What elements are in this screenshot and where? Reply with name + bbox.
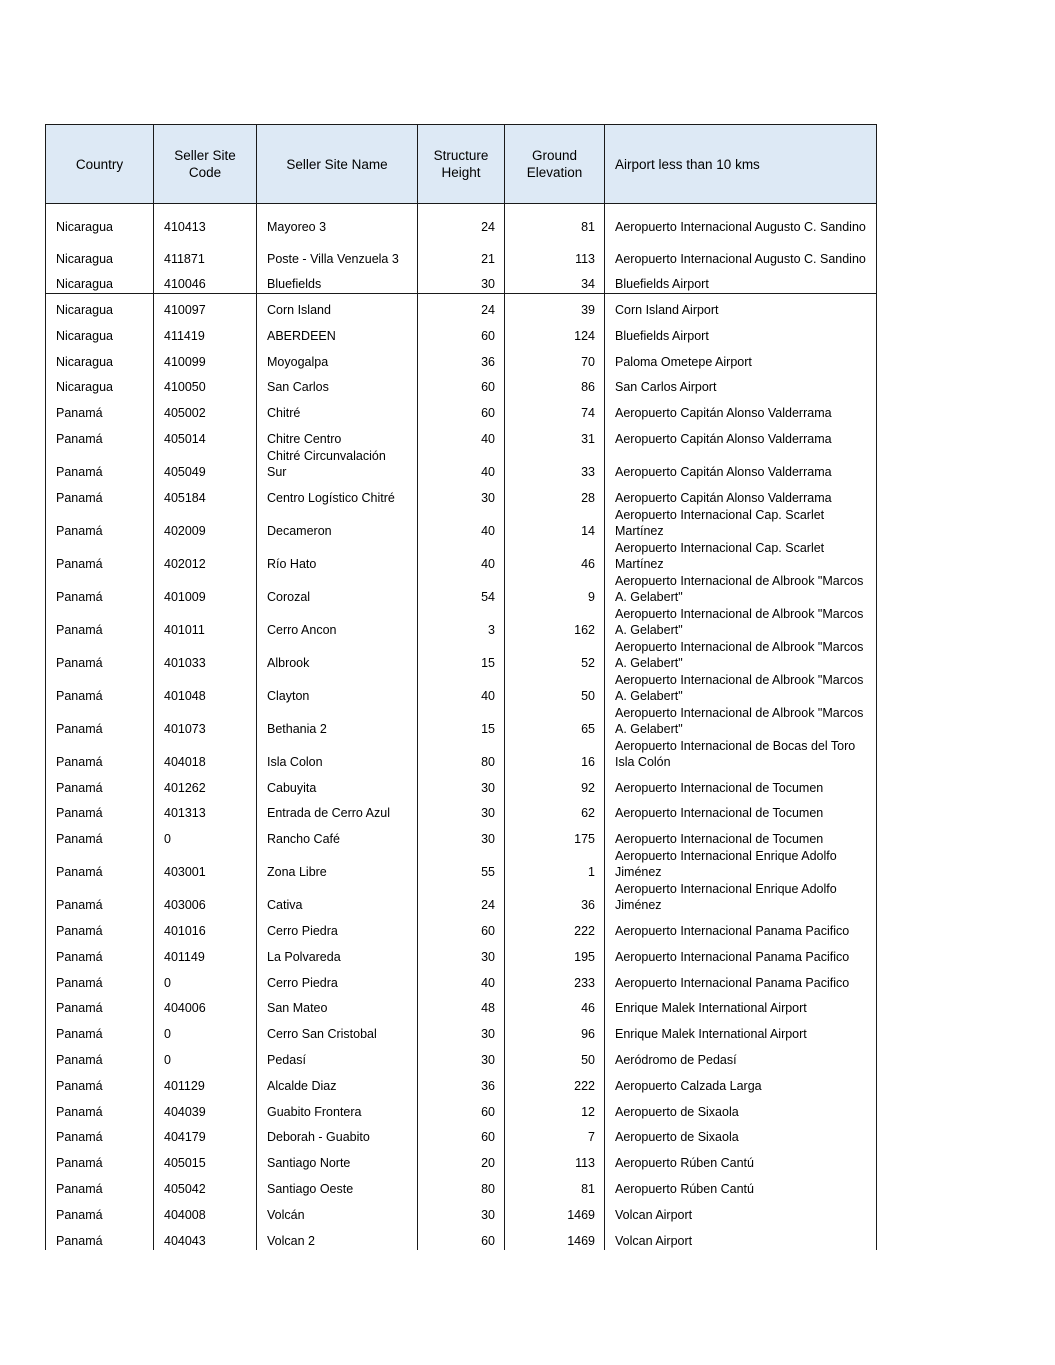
cell-seller-site-code: 0 xyxy=(154,1043,257,1069)
cell-country: Panamá xyxy=(46,771,154,797)
cell-airport: Aeropuerto Calzada Larga xyxy=(605,1069,877,1095)
table-row xyxy=(46,848,877,881)
cell-country: Panamá xyxy=(46,1017,154,1043)
cell-airport: Enrique Malek International Airport xyxy=(605,1017,877,1043)
cell-seller-site-code: 403001 xyxy=(154,848,257,881)
cell-seller-site-code: 404039 xyxy=(154,1095,257,1121)
cell-structure-height: 60 xyxy=(418,1121,505,1147)
cell-seller-site-code: 401073 xyxy=(154,705,257,738)
cell-structure-height: 30 xyxy=(418,268,505,294)
cell-seller-site-name: San Mateo xyxy=(257,992,418,1018)
cell-seller-site-name: Albrook xyxy=(257,639,418,672)
cell-seller-site-name: Pedasí xyxy=(257,1043,418,1069)
cell-structure-height: 40 xyxy=(418,966,505,992)
cell-structure-height: 60 xyxy=(418,914,505,940)
cell-structure-height: 3 xyxy=(418,606,505,639)
cell-country: Panamá xyxy=(46,705,154,738)
cell-seller-site-code: 401149 xyxy=(154,940,257,966)
cell-ground-elevation: 86 xyxy=(505,371,605,397)
header-ground-elevation: Ground Elevation xyxy=(505,125,605,204)
cell-ground-elevation: 50 xyxy=(505,1043,605,1069)
cell-country: Panamá xyxy=(46,1146,154,1172)
cell-airport: Aeropuerto Internacional de Tocumen xyxy=(605,797,877,823)
cell-structure-height: 40 xyxy=(418,507,505,540)
header-seller-site-name: Seller Site Name xyxy=(257,125,418,204)
cell-seller-site-name: Isla Colon xyxy=(257,738,418,771)
cell-structure-height: 60 xyxy=(418,1224,505,1250)
cell-airport: Aeródromo de Pedasí xyxy=(605,1043,877,1069)
cell-structure-height: 24 xyxy=(418,881,505,914)
table-row xyxy=(46,345,877,371)
cell-country: Panamá xyxy=(46,1198,154,1224)
header-country: Country xyxy=(46,125,154,204)
table-row xyxy=(46,573,877,606)
cell-seller-site-code: 0 xyxy=(154,1017,257,1043)
cell-seller-site-code: 401033 xyxy=(154,639,257,672)
cell-seller-site-name: Cerro Piedra xyxy=(257,966,418,992)
cell-country: Panamá xyxy=(46,507,154,540)
cell-seller-site-code: 404006 xyxy=(154,992,257,1018)
cell-country: Panamá xyxy=(46,573,154,606)
cell-structure-height: 48 xyxy=(418,992,505,1018)
cell-country: Nicaragua xyxy=(46,293,154,319)
cell-ground-elevation: 50 xyxy=(505,672,605,705)
cell-country: Panamá xyxy=(46,1224,154,1250)
cell-country: Panamá xyxy=(46,881,154,914)
cell-seller-site-name: Cerro Ancon xyxy=(257,606,418,639)
table-row xyxy=(46,204,877,236)
cell-airport: Aeropuerto Internacional Augusto C. Sandino xyxy=(605,204,877,236)
cell-airport: Volcan Airport xyxy=(605,1198,877,1224)
cell-seller-site-code: 401129 xyxy=(154,1069,257,1095)
table-row xyxy=(46,371,877,397)
cell-structure-height: 60 xyxy=(418,371,505,397)
table-row xyxy=(46,422,877,448)
table-row xyxy=(46,606,877,639)
cell-seller-site-name: Mayoreo 3 xyxy=(257,204,418,236)
table-row xyxy=(46,940,877,966)
table-row xyxy=(46,481,877,507)
cell-structure-height: 80 xyxy=(418,1172,505,1198)
table-row xyxy=(46,822,877,848)
cell-country: Panamá xyxy=(46,448,154,481)
header-structure-height: Structure Height xyxy=(418,125,505,204)
table-row xyxy=(46,797,877,823)
cell-seller-site-name: Chitré Circunvalación Sur xyxy=(257,448,418,481)
cell-airport: Aeropuerto Internacional Enrique Adolfo Jiménez xyxy=(605,881,877,914)
cell-ground-elevation: 12 xyxy=(505,1095,605,1121)
cell-airport: Volcan Airport xyxy=(605,1224,877,1250)
cell-ground-elevation: 1469 xyxy=(505,1224,605,1250)
table-row xyxy=(46,738,877,771)
cell-seller-site-name: Centro Logístico Chitré xyxy=(257,481,418,507)
table-row xyxy=(46,705,877,738)
cell-ground-elevation: 113 xyxy=(505,1146,605,1172)
cell-ground-elevation: 74 xyxy=(505,396,605,422)
cell-seller-site-code: 0 xyxy=(154,822,257,848)
cell-ground-elevation: 113 xyxy=(505,236,605,268)
cell-ground-elevation: 222 xyxy=(505,914,605,940)
table-row xyxy=(46,1172,877,1198)
cell-country: Nicaragua xyxy=(46,345,154,371)
table-row xyxy=(46,914,877,940)
cell-seller-site-name: San Carlos xyxy=(257,371,418,397)
cell-airport: Aeropuerto Internacional de Tocumen xyxy=(605,771,877,797)
cell-airport: Aeropuerto Capitán Alonso Valderrama xyxy=(605,422,877,448)
cell-airport: Aeropuerto de Sixaola xyxy=(605,1095,877,1121)
cell-seller-site-code: 411419 xyxy=(154,319,257,345)
cell-seller-site-name: Corozal xyxy=(257,573,418,606)
cell-country: Nicaragua xyxy=(46,268,154,294)
cell-country: Nicaragua xyxy=(46,236,154,268)
cell-structure-height: 40 xyxy=(418,448,505,481)
cell-structure-height: 30 xyxy=(418,940,505,966)
cell-seller-site-name: Cabuyita xyxy=(257,771,418,797)
table-header xyxy=(46,125,877,204)
cell-ground-elevation: 33 xyxy=(505,448,605,481)
cell-airport: Aeropuerto Internacional de Albrook "Marcos A. Gelabert" xyxy=(605,606,877,639)
cell-country: Panamá xyxy=(46,738,154,771)
cell-ground-elevation: 65 xyxy=(505,705,605,738)
cell-seller-site-name: Alcalde Diaz xyxy=(257,1069,418,1095)
data-sheet xyxy=(45,124,876,1250)
cell-airport: Aeropuerto Internacional Enrique Adolfo Jiménez xyxy=(605,848,877,881)
cell-seller-site-name: Chitre Centro xyxy=(257,422,418,448)
cell-structure-height: 30 xyxy=(418,1198,505,1224)
cell-airport: Paloma Ometepe Airport xyxy=(605,345,877,371)
cell-seller-site-code: 404018 xyxy=(154,738,257,771)
cell-seller-site-code: 402012 xyxy=(154,540,257,573)
cell-airport: Bluefields Airport xyxy=(605,268,877,294)
cell-seller-site-name: Cerro San Cristobal xyxy=(257,1017,418,1043)
cell-seller-site-name: Río Hato xyxy=(257,540,418,573)
cell-airport: Aeropuerto Internacional Cap. Scarlet Martínez xyxy=(605,540,877,573)
cell-ground-elevation: 1469 xyxy=(505,1198,605,1224)
table-row xyxy=(46,1017,877,1043)
cell-ground-elevation: 81 xyxy=(505,204,605,236)
cell-structure-height: 60 xyxy=(418,396,505,422)
cell-airport: Aeropuerto Internacional de Bocas del Toro Isla Colón xyxy=(605,738,877,771)
cell-seller-site-code: 410099 xyxy=(154,345,257,371)
table-row xyxy=(46,992,877,1018)
cell-ground-elevation: 52 xyxy=(505,639,605,672)
table-row xyxy=(46,507,877,540)
cell-country: Panamá xyxy=(46,1095,154,1121)
cell-ground-elevation: 31 xyxy=(505,422,605,448)
cell-seller-site-code: 401262 xyxy=(154,771,257,797)
cell-airport: Aeropuerto Capitán Alonso Valderrama xyxy=(605,481,877,507)
cell-seller-site-name: Volcan 2 xyxy=(257,1224,418,1250)
cell-ground-elevation: 162 xyxy=(505,606,605,639)
cell-structure-height: 30 xyxy=(418,771,505,797)
header-airport: Airport less than 10 kms xyxy=(605,125,877,204)
cell-seller-site-name: Volcán xyxy=(257,1198,418,1224)
cell-seller-site-code: 410413 xyxy=(154,204,257,236)
cell-structure-height: 36 xyxy=(418,1069,505,1095)
cell-airport: Aeropuerto Internacional Panama Pacifico xyxy=(605,940,877,966)
cell-seller-site-code: 405049 xyxy=(154,448,257,481)
cell-country: Panamá xyxy=(46,396,154,422)
cell-ground-elevation: 195 xyxy=(505,940,605,966)
cell-structure-height: 30 xyxy=(418,1017,505,1043)
cell-airport: Aeropuerto Rúben Cantú xyxy=(605,1172,877,1198)
cell-seller-site-name: Chitré xyxy=(257,396,418,422)
cell-seller-site-name: Santiago Oeste xyxy=(257,1172,418,1198)
cell-airport: Aeropuerto Internacional de Tocumen xyxy=(605,822,877,848)
cell-airport: Aeropuerto Capitán Alonso Valderrama xyxy=(605,448,877,481)
cell-ground-elevation: 9 xyxy=(505,573,605,606)
cell-airport: Aeropuerto de Sixaola xyxy=(605,1121,877,1147)
cell-seller-site-code: 405002 xyxy=(154,396,257,422)
cell-airport: Aeropuerto Internacional Cap. Scarlet Martínez xyxy=(605,507,877,540)
cell-seller-site-code: 410050 xyxy=(154,371,257,397)
table-row xyxy=(46,268,877,294)
cell-seller-site-code: 404043 xyxy=(154,1224,257,1250)
cell-seller-site-name: Clayton xyxy=(257,672,418,705)
cell-structure-height: 40 xyxy=(418,540,505,573)
cell-country: Panamá xyxy=(46,1172,154,1198)
cell-country: Nicaragua xyxy=(46,371,154,397)
cell-airport: Aeropuerto Internacional de Albrook "Marcos A. Gelabert" xyxy=(605,705,877,738)
cell-seller-site-name: Cerro Piedra xyxy=(257,914,418,940)
cell-ground-elevation: 46 xyxy=(505,540,605,573)
cell-airport: Aeropuerto Capitán Alonso Valderrama xyxy=(605,396,877,422)
cell-ground-elevation: 16 xyxy=(505,738,605,771)
cell-ground-elevation: 222 xyxy=(505,1069,605,1095)
cell-seller-site-name: Guabito Frontera xyxy=(257,1095,418,1121)
table-row xyxy=(46,319,877,345)
cell-seller-site-code: 401011 xyxy=(154,606,257,639)
sites-table xyxy=(45,124,877,1250)
cell-country: Panamá xyxy=(46,992,154,1018)
cell-seller-site-code: 401016 xyxy=(154,914,257,940)
cell-country: Panamá xyxy=(46,914,154,940)
table-body xyxy=(46,204,877,1250)
cell-country: Panamá xyxy=(46,1043,154,1069)
table-row xyxy=(46,1095,877,1121)
cell-structure-height: 60 xyxy=(418,1095,505,1121)
cell-seller-site-code: 405184 xyxy=(154,481,257,507)
table-row xyxy=(46,1043,877,1069)
cell-ground-elevation: 46 xyxy=(505,992,605,1018)
table-row xyxy=(46,236,877,268)
cell-airport: Enrique Malek International Airport xyxy=(605,992,877,1018)
cell-structure-height: 15 xyxy=(418,639,505,672)
cell-seller-site-code: 402009 xyxy=(154,507,257,540)
cell-country: Panamá xyxy=(46,822,154,848)
cell-seller-site-name: Zona Libre xyxy=(257,848,418,881)
cell-seller-site-code: 401048 xyxy=(154,672,257,705)
cell-airport: Aeropuerto Internacional Panama Pacifico xyxy=(605,914,877,940)
cell-country: Nicaragua xyxy=(46,319,154,345)
cell-ground-elevation: 39 xyxy=(505,293,605,319)
cell-structure-height: 55 xyxy=(418,848,505,881)
table-row xyxy=(46,293,877,319)
cell-ground-elevation: 1 xyxy=(505,848,605,881)
cell-seller-site-name: Poste - Villa Venzuela 3 xyxy=(257,236,418,268)
table-row xyxy=(46,1224,877,1250)
cell-structure-height: 21 xyxy=(418,236,505,268)
cell-country: Panamá xyxy=(46,940,154,966)
cell-seller-site-code: 404008 xyxy=(154,1198,257,1224)
cell-structure-height: 40 xyxy=(418,422,505,448)
cell-airport: Aeropuerto Internacional Augusto C. Sandino xyxy=(605,236,877,268)
cell-ground-elevation: 28 xyxy=(505,481,605,507)
cell-structure-height: 30 xyxy=(418,1043,505,1069)
cell-airport: Aeropuerto Internacional de Albrook "Marcos A. Gelabert" xyxy=(605,639,877,672)
cell-seller-site-code: 404179 xyxy=(154,1121,257,1147)
cell-seller-site-name: Santiago Norte xyxy=(257,1146,418,1172)
cell-seller-site-name: La Polvareda xyxy=(257,940,418,966)
cell-seller-site-code: 401009 xyxy=(154,573,257,606)
cell-structure-height: 36 xyxy=(418,345,505,371)
cell-seller-site-name: Deborah - Guabito xyxy=(257,1121,418,1147)
table-row xyxy=(46,448,877,481)
cell-country: Panamá xyxy=(46,606,154,639)
table-row xyxy=(46,1198,877,1224)
table-row xyxy=(46,771,877,797)
cell-country: Panamá xyxy=(46,797,154,823)
header-seller-site-code: Seller Site Code xyxy=(154,125,257,204)
cell-ground-elevation: 36 xyxy=(505,881,605,914)
cell-ground-elevation: 62 xyxy=(505,797,605,823)
cell-country: Panamá xyxy=(46,966,154,992)
cell-seller-site-code: 401313 xyxy=(154,797,257,823)
cell-seller-site-code: 410046 xyxy=(154,268,257,294)
table-row xyxy=(46,540,877,573)
table-row xyxy=(46,881,877,914)
cell-seller-site-code: 0 xyxy=(154,966,257,992)
cell-ground-elevation: 92 xyxy=(505,771,605,797)
cell-country: Nicaragua xyxy=(46,204,154,236)
cell-country: Panamá xyxy=(46,481,154,507)
cell-country: Panamá xyxy=(46,639,154,672)
cell-seller-site-name: Moyogalpa xyxy=(257,345,418,371)
cell-seller-site-name: Bluefields xyxy=(257,268,418,294)
cell-airport: Aeropuerto Internacional de Albrook "Marcos A. Gelabert" xyxy=(605,672,877,705)
cell-seller-site-name: Entrada de Cerro Azul xyxy=(257,797,418,823)
table-row xyxy=(46,396,877,422)
cell-ground-elevation: 175 xyxy=(505,822,605,848)
cell-structure-height: 54 xyxy=(418,573,505,606)
cell-structure-height: 40 xyxy=(418,672,505,705)
cell-structure-height: 30 xyxy=(418,797,505,823)
cell-ground-elevation: 7 xyxy=(505,1121,605,1147)
cell-country: Panamá xyxy=(46,848,154,881)
table-row xyxy=(46,672,877,705)
table-row xyxy=(46,639,877,672)
cell-structure-height: 15 xyxy=(418,705,505,738)
cell-country: Panamá xyxy=(46,1069,154,1095)
cell-structure-height: 24 xyxy=(418,293,505,319)
cell-airport: Bluefields Airport xyxy=(605,319,877,345)
cell-seller-site-code: 403006 xyxy=(154,881,257,914)
table-row xyxy=(46,1069,877,1095)
cell-structure-height: 30 xyxy=(418,481,505,507)
cell-ground-elevation: 233 xyxy=(505,966,605,992)
cell-seller-site-name: Bethania 2 xyxy=(257,705,418,738)
cell-country: Panamá xyxy=(46,540,154,573)
cell-ground-elevation: 81 xyxy=(505,1172,605,1198)
cell-seller-site-code: 405014 xyxy=(154,422,257,448)
cell-structure-height: 80 xyxy=(418,738,505,771)
cell-ground-elevation: 14 xyxy=(505,507,605,540)
cell-seller-site-name: Corn Island xyxy=(257,293,418,319)
cell-ground-elevation: 70 xyxy=(505,345,605,371)
cell-seller-site-name: ABERDEEN xyxy=(257,319,418,345)
cell-seller-site-code: 411871 xyxy=(154,236,257,268)
cell-country: Panamá xyxy=(46,422,154,448)
cell-seller-site-name: Cativa xyxy=(257,881,418,914)
cell-airport: Aeropuerto Internacional de Albrook "Marcos A. Gelabert" xyxy=(605,573,877,606)
cell-airport: San Carlos Airport xyxy=(605,371,877,397)
cell-country: Panamá xyxy=(46,1121,154,1147)
table-row xyxy=(46,1121,877,1147)
cell-seller-site-code: 405015 xyxy=(154,1146,257,1172)
cell-seller-site-name: Decameron xyxy=(257,507,418,540)
table-row xyxy=(46,966,877,992)
table-row xyxy=(46,1146,877,1172)
cell-seller-site-code: 410097 xyxy=(154,293,257,319)
cell-airport: Aeropuerto Internacional Panama Pacifico xyxy=(605,966,877,992)
cell-ground-elevation: 34 xyxy=(505,268,605,294)
cell-country: Panamá xyxy=(46,672,154,705)
cell-structure-height: 60 xyxy=(418,319,505,345)
cell-ground-elevation: 96 xyxy=(505,1017,605,1043)
cell-airport: Corn Island Airport xyxy=(605,293,877,319)
cell-structure-height: 24 xyxy=(418,204,505,236)
cell-seller-site-name: Rancho Café xyxy=(257,822,418,848)
cell-structure-height: 20 xyxy=(418,1146,505,1172)
cell-structure-height: 30 xyxy=(418,822,505,848)
cell-ground-elevation: 124 xyxy=(505,319,605,345)
cell-seller-site-code: 405042 xyxy=(154,1172,257,1198)
cell-airport: Aeropuerto Rúben Cantú xyxy=(605,1146,877,1172)
